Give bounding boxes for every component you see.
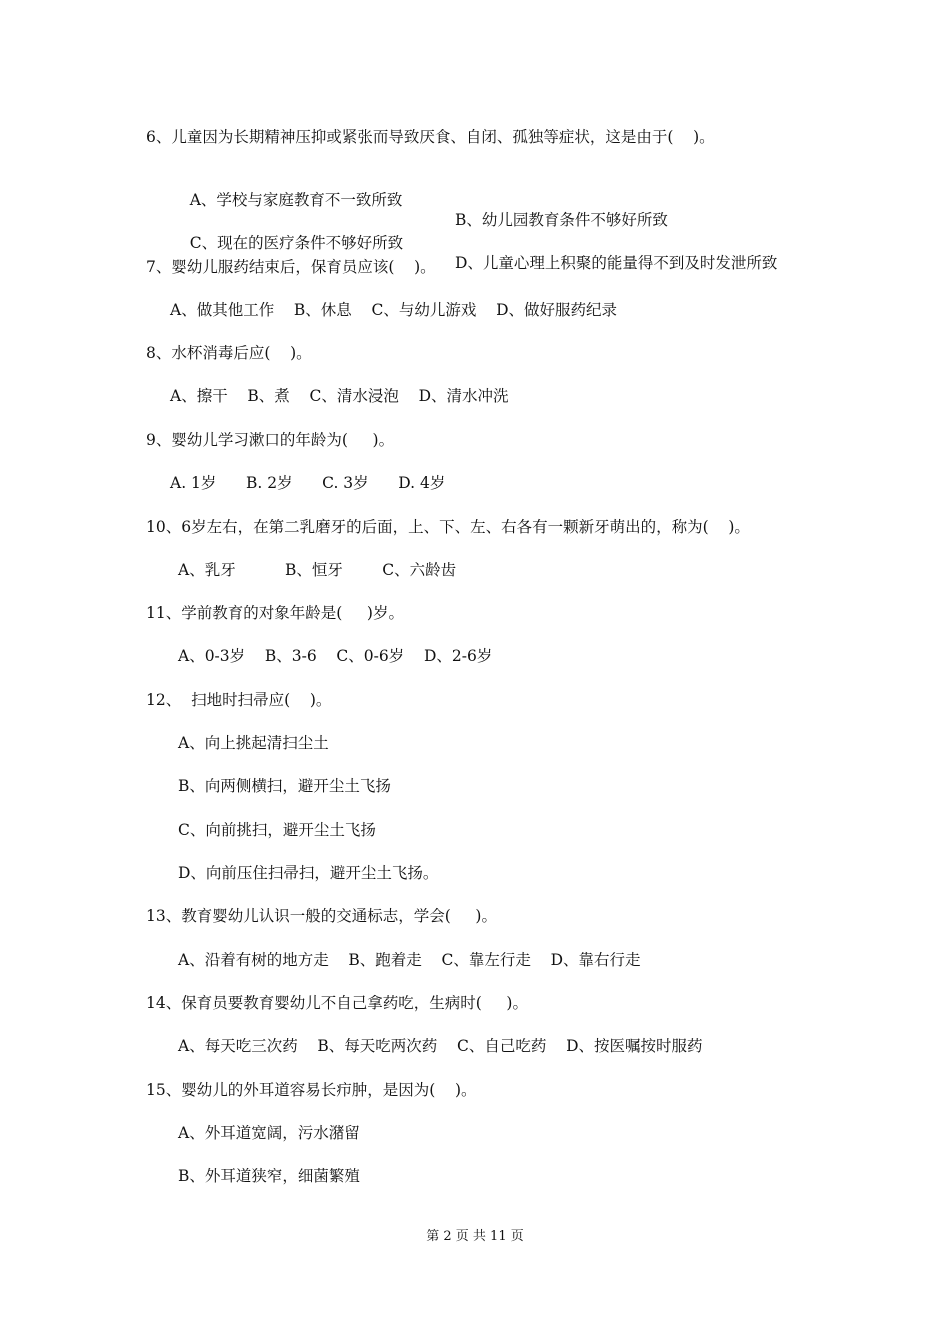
question-15-option-b: B、外耳道狭窄，细菌繁殖 (178, 1167, 360, 1185)
question-9-options: A. 1岁 B. 2岁 C. 3岁 D. 4岁 (170, 474, 446, 492)
question-6-option-b: B、幼儿园教育条件不够好所致 (455, 211, 668, 229)
question-8-stem: 8、水杯消毒后应( )。 (146, 344, 312, 362)
question-11-options: A、0-3岁 B、3-6 C、0-6岁 D、2-6岁 (178, 647, 493, 665)
question-7-stem: 7、婴幼儿服药结束后，保育员应该( )。 (146, 258, 436, 276)
question-7-options: A、做其他工作 B、休息 C、与幼儿游戏 D、做好服药纪录 (170, 301, 617, 319)
question-6-option-a: A、学校与家庭教育不一致所致 (189, 191, 403, 209)
question-15-stem: 15、婴幼儿的外耳道容易长疖肿，是因为( )。 (146, 1081, 477, 1099)
question-6-option-d: D、儿童心理上积聚的能量得不到及时发泄所致 (455, 254, 778, 272)
question-15-option-a: A、外耳道宽阔，污水潴留 (178, 1124, 360, 1142)
question-12-option-d: D、向前压住扫帚扫，避开尘土飞扬。 (178, 864, 439, 882)
question-10-stem: 10、6岁左右，在第二乳磨牙的后面，上、下、左、右各有一颗新牙萌出的，称为( )。 (146, 518, 750, 536)
question-13-stem: 13、教育婴幼儿认识一般的交通标志，学会( )。 (146, 907, 497, 925)
question-6-stem: 6、儿童因为长期精神压抑或紧张而导致厌食、自闭、孤独等症状，这是由于( )。 (146, 128, 715, 146)
question-13-options: A、沿着有树的地方走 B、跑着走 C、靠左行走 D、靠右行走 (178, 951, 641, 969)
question-10-options: A、乳牙 B、恒牙 C、六龄齿 (178, 561, 457, 579)
question-12-stem: 12、 扫地时扫帚应( )。 (146, 691, 332, 709)
question-14-stem: 14、保育员要教育婴幼儿不自己拿药吃，生病时( )。 (146, 994, 528, 1012)
question-12-option-a: A、向上挑起清扫尘土 (178, 734, 329, 752)
page-footer: 第 2 页 共 11 页 (426, 1229, 524, 1244)
question-8-options: A、擦干 B、煮 C、清水浸泡 D、清水冲洗 (170, 387, 509, 405)
question-9-stem: 9、婴幼儿学习漱口的年龄为( )。 (146, 431, 395, 449)
question-12-option-c: C、向前挑扫，避开尘土飞扬 (178, 821, 376, 839)
question-14-options: A、每天吃三次药 B、每天吃两次药 C、自己吃药 D、按医嘱按时服药 (178, 1037, 703, 1055)
question-12-option-b: B、向两侧横扫，避开尘土飞扬 (178, 777, 391, 795)
question-6-option-c: C、现在的医疗条件不够好所致 (189, 234, 404, 252)
question-11-stem: 11、学前教育的对象年龄是( )岁。 (146, 604, 404, 622)
